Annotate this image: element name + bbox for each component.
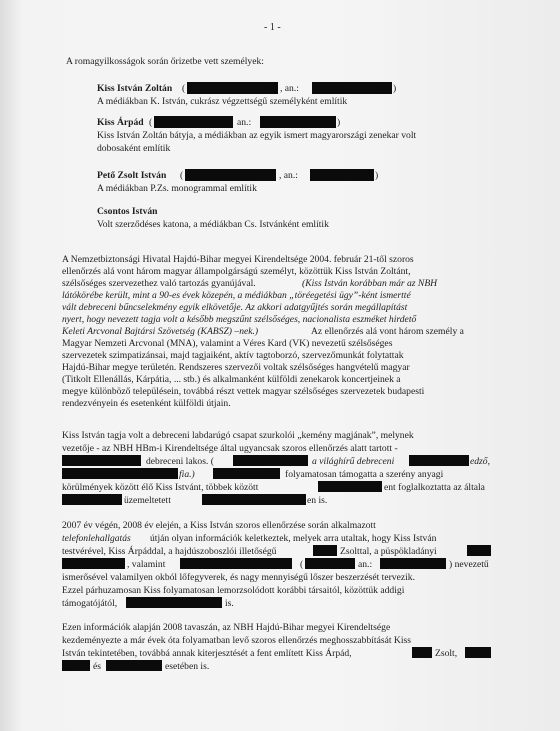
redaction-bar <box>213 468 280 479</box>
person-note: Volt szerződéses katona, a médiákban Cs. Istvánként említik <box>97 219 329 230</box>
paragraph-fragment: testvérével, Kiss Árpáddal, a hajdúszoboszlói illetőségű <box>62 546 277 557</box>
person-note: dobosaként említik <box>97 143 171 154</box>
paragraph-line-italic: (Kiss István korábban már az NBH <box>302 278 438 289</box>
redaction-bar <box>312 82 392 94</box>
redaction-bar <box>380 558 446 569</box>
redaction-bar <box>154 116 233 128</box>
paragraph-fragment: üzemeltetett <box>124 495 171 506</box>
person-note: A médiákban K. István, cukrász végzettségű személyként említik <box>97 96 348 107</box>
paragraph-fragment: debreceni lakos. ( <box>146 456 214 467</box>
paragraph-line: Magyar Nemzeti Arcvonal (MNA), valamint a Véres Kard (VK) nevezetű szélsőséges <box>62 338 393 349</box>
redaction-bar <box>467 545 491 556</box>
redaction-bar <box>126 597 222 608</box>
paragraph-line: megye különböző településein, továbbá részt vettek magyar szélsőséges szervezetek budapesti <box>62 386 425 397</box>
paragraph-fragment: Zsolttal, a püspökladányi <box>340 546 437 557</box>
paragraph-line: szervezetek szimpatizánsai, majd tagjaiként, aktív tagtoborzó, szervezőmunkát folytattak <box>62 350 404 361</box>
paragraph-fragment-italic: edző, <box>470 456 490 467</box>
intro-line: A romagyilkosságok során őrizetbe vett személyek: <box>66 56 264 67</box>
person-note: A médiákban P.Zs. monogrammal említik <box>97 183 257 194</box>
paragraph-fragment: útján olyan információk keletkeztek, melyek arra utaltak, hogy Kiss István <box>150 533 437 544</box>
paragraph-line-italic: vált debreceni bűncselekmény egyik elkövetője. Az akkori adatgyűjtés során megállapítást <box>62 302 408 313</box>
paragraph-line: (Titkolt Ellenállás, Kárpátia, ... stb.) és alkalmanként külföldi zenekarok koncertjeinek a <box>62 374 401 385</box>
paragraph-line: rendezvényein és esetenként külföldi útjain. <box>62 398 231 409</box>
redaction-bar <box>305 558 355 569</box>
paragraph-line: Hajdú-Bihar megye területén. Rendszeres szervezői voltak szélsőséges hangvételű magyar <box>62 362 410 373</box>
paren: ( <box>180 170 184 181</box>
paragraph-line-italic: látókörébe került, mint a 90-es évek közepén, a médiákban „töréegetési ügy”-ként ismertté <box>62 290 411 301</box>
paragraph-fragment: esetében is. <box>165 661 210 672</box>
an-label: , an.: <box>280 83 299 94</box>
paren: ( <box>182 83 186 94</box>
paragraph-fragment-italic: fia.) <box>179 469 195 480</box>
paragraph-fragment: , valamint <box>127 559 166 570</box>
redaction-bar <box>62 455 141 466</box>
person-note: Kiss István Zoltán bátyja, a médiákban az egyik ismert magyarországi zenekar volt <box>97 130 417 141</box>
paragraph-fragment-italic: telefonlehallgatás <box>62 533 131 544</box>
page-number: - 1 - <box>264 22 281 33</box>
paragraph-fragment: an.: <box>358 559 373 570</box>
redaction-bar <box>62 660 90 671</box>
redaction-bar <box>62 468 178 479</box>
redaction-bar <box>318 481 382 492</box>
redaction-bar <box>187 82 278 94</box>
redaction-bar <box>62 558 125 569</box>
person-name: Kiss István Zoltán <box>97 83 173 94</box>
paragraph-fragment: és <box>93 661 101 672</box>
paragraph-line: Ezen információk alapján 2008 tavaszán, az NBH Hajdú-Bihar megyei Kirendeltsége <box>62 622 391 633</box>
paragraph-line-italic: nyert, hogy nevezett tagja volt a később megszűnt szélsőséges, nacionalista eszméket hirdető <box>62 314 417 325</box>
paragraph-fragment: körülmények között élő Kiss Istvánt, többek között <box>62 482 259 493</box>
redaction-bar <box>62 494 122 505</box>
paren: ( <box>149 117 153 128</box>
paragraph-fragment: is. <box>225 598 234 609</box>
redaction-bar <box>465 647 491 658</box>
person-name: Pető Zsolt István <box>97 170 167 181</box>
person-name: Kiss Árpád <box>97 117 144 128</box>
paragraph-line: kezdeményezte a már évek óta folyamatban levő szoros ellenőrzés meghosszabbítását Kiss <box>62 635 411 646</box>
redaction-bar <box>260 116 336 128</box>
person-name: Csontos István <box>97 206 158 217</box>
paren: ) <box>393 83 397 94</box>
paragraph-line: szélsőséges szervezethez való tartozás gyanújával. <box>62 278 256 289</box>
redaction-bar <box>313 545 337 556</box>
redaction-bar <box>106 660 162 671</box>
paragraph-line: A Nemzetbiztonsági Hivatal Hajdú-Bihar megyei Kirendeltsége 2004. február 21-től szoros <box>62 254 414 265</box>
redaction-bar <box>202 494 306 505</box>
paragraph-line: vezetője - az NBH HBm-i Kirendeltsége által ugyancsak szoros ellenőrzés alatt tartott - <box>62 443 398 454</box>
paragraph-line: Kiss István tagja volt a debreceni labdarúgó csapat szurkolói „kemény magjának”, melynek <box>62 430 414 441</box>
redaction-bar <box>233 455 308 466</box>
paragraph-fragment: támogatójától, <box>62 598 118 609</box>
paragraph-fragment: folyamatosan támogatta a szerény anyagi <box>285 469 444 480</box>
paragraph-line-italic: Keleti Arcvonal Bajtársi Szövetség (KABSZ) –nek.) <box>62 326 259 337</box>
redaction-bar <box>185 169 276 181</box>
paragraph-line: Az ellenőrzés alá vont három személy a <box>311 326 464 337</box>
redaction-bar <box>409 455 469 466</box>
an-label: , an.: <box>279 170 298 181</box>
paragraph-line: 2007 év végén, 2008 év elején, a Kiss István szoros ellenőrzése során alkalmazott <box>62 520 376 531</box>
paragraph-fragment: ( <box>300 559 304 570</box>
paragraph-fragment: ) nevezetű <box>449 559 489 570</box>
paragraph-fragment-italic: a világhírű debreceni <box>312 456 395 467</box>
redaction-bar <box>310 169 374 181</box>
paragraph-fragment: en is. <box>307 495 328 506</box>
an-label: an.: <box>237 117 252 128</box>
paragraph-fragment: ent foglalkoztatta az általa <box>384 482 485 493</box>
paragraph-line: ismerősével valamilyen okból lőfegyverek, és nagy mennyiségű lőszer beszerzését tervezik. <box>62 572 415 583</box>
paragraph-fragment: Zsolt, <box>435 648 458 659</box>
paragraph-line: Ezzel párhuzamosan Kiss folyamatosan lemorzsolódott korábbi társaitól, közöttük addigi <box>62 585 405 596</box>
paragraph-fragment: István tekintetében, továbbá annak kiterjesztését a fent említett Kiss Árpád, <box>62 648 352 659</box>
paren: ) <box>337 117 341 128</box>
redaction-bar <box>412 647 432 658</box>
paren: ) <box>375 170 379 181</box>
paragraph-line: ellenőrzés alá vont három magyar állampolgárságú személyt, közöttük Kiss István Zoltánt, <box>62 266 411 277</box>
redaction-bar <box>180 558 292 569</box>
